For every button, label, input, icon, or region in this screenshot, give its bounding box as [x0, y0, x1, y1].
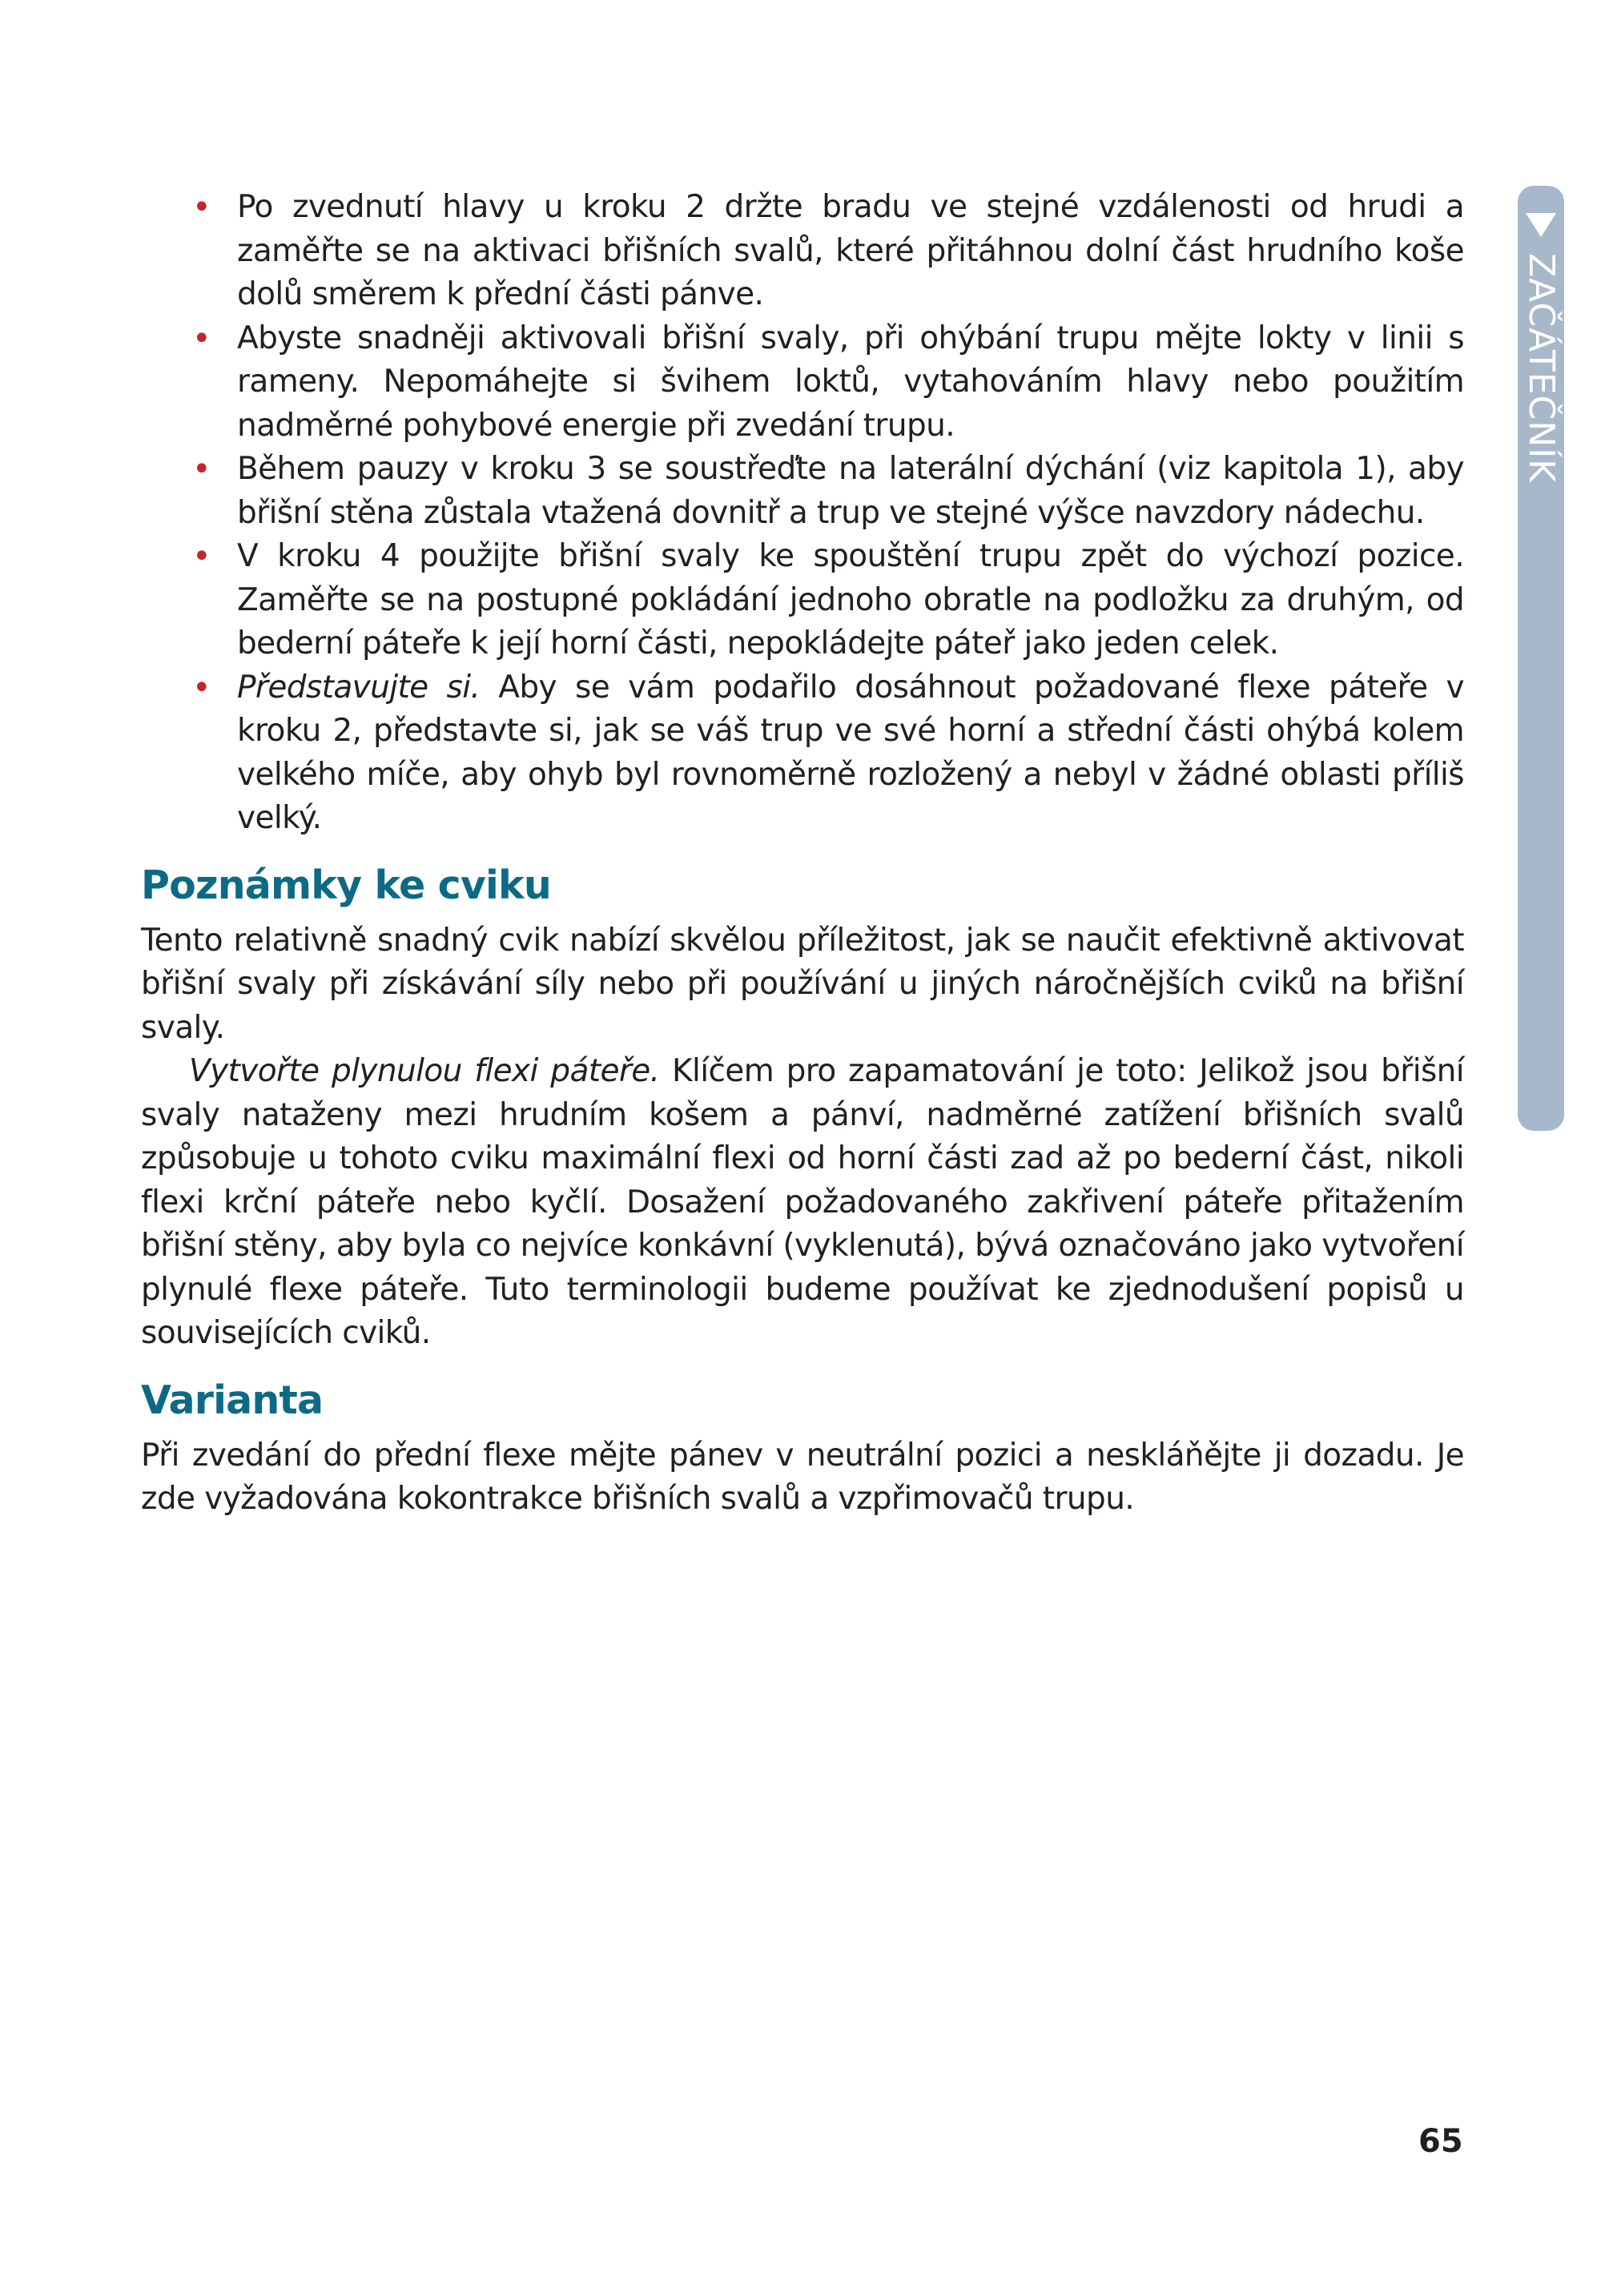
bullet-text: V kroku 4 použijte břišní svaly ke spouštění trupu zpět do výchozí pozice. Zaměřte se na postupné pokládání jednoho obratle na podložku za druhým, od bederní páteře k její horní části, nepokládejte páteř jako jeden celek.: [237, 538, 1464, 661]
bullet-text: Abyste snadněji aktivovali břišní svaly, při ohýbání trupu mějte lokty v linii s rameny. Nepomáhejte si švihem loktů, vytahováním hlavy nebo použitím nadměrné pohybové energie při zvedání trupu.: [237, 320, 1464, 444]
bullet-italic-lead: Představujte si.: [237, 669, 481, 706]
bullet-icon: •: [192, 538, 211, 575]
notes-heading: Poznámky ke cviku: [141, 862, 551, 908]
list-item: [192, 317, 1464, 448]
main-content: [141, 186, 1464, 1522]
tips-list: [141, 186, 1464, 841]
notes-paragraph-2-text: Klíčem pro zapamatování je toto: Jelikož jsou břišní svaly nataženy mezi hrudním košem a pánví, nadměrné zatížení břišních svalů způsobuje u tohoto cviku maximální flexi od horní části zad až po bederní část, nikoli flexi krční páteře nebo kyčlí. Dosažení požadovaného zakřivení páteře přitažením břišní stěny, aby byla co nejvíce konkávní (vyklenutá), bývá označováno jako vytvoření plynulé flexe páteře. Tuto terminologii budeme používat ke zjednodušení popisů u souvisejících cviků.: [141, 1053, 1465, 1351]
bullet-text: Během pauzy v kroku 3 se soustřeďte na laterální dýchání (viz kapitola 1), aby břišní stěna zůstala vtažená dovnitř a trup ve stejné výšce navzdory nádechu.: [237, 451, 1464, 531]
bullet-text: Aby se vám podařilo dosáhnout požadované flexe páteře v kroku 2, představte si, jak se váš trup ve své horní a střední části ohýbá kolem velkého míče, aby ohyb byl rovnoměrně rozložený a nebyl v žádné oblasti příliš velký.: [237, 669, 1464, 836]
notes-paragraph-2: [141, 1050, 1464, 1356]
list-item: [192, 186, 1464, 317]
triangle-down-icon: [1526, 213, 1556, 237]
list-item: [192, 666, 1464, 841]
bullet-icon: •: [192, 669, 211, 706]
section-side-tab: [1518, 186, 1564, 1131]
page-number: 65: [1418, 2123, 1463, 2160]
bullet-icon: •: [192, 320, 211, 357]
list-item: [192, 448, 1464, 535]
bullet-text: Po zvednutí hlavy u kroku 2 držte bradu ve stejné vzdálenosti od hrudi a zaměřte se na aktivaci břišních svalů, které přitáhnou dolní část hrudního koše dolů směrem k přední části pánve.: [237, 189, 1464, 312]
section-tab-label: ZAČÁTEČNÍK: [1521, 253, 1562, 484]
bullet-icon: •: [192, 189, 211, 226]
notes-italic-lead: Vytvořte plynulou flexi páteře.: [189, 1053, 660, 1089]
list-item: [192, 535, 1464, 666]
variant-paragraph: Při zvedání do přední flexe mějte pánev v neutrální pozici a neskláňějte ji dozadu. Je zde vyžadována kokontrakce břišních svalů a vzpřimovačů trupu.: [141, 1437, 1464, 1517]
notes-paragraph: Tento relativně snadný cvik nabízí skvělou příležitost, jak se naučit efektivně aktivovat břišní svaly při získávání síly nebo při používání u jiných náročnějších cviků na břišní svaly.: [141, 922, 1464, 1046]
bullet-icon: •: [192, 451, 211, 488]
variant-heading: Varianta: [141, 1377, 324, 1423]
